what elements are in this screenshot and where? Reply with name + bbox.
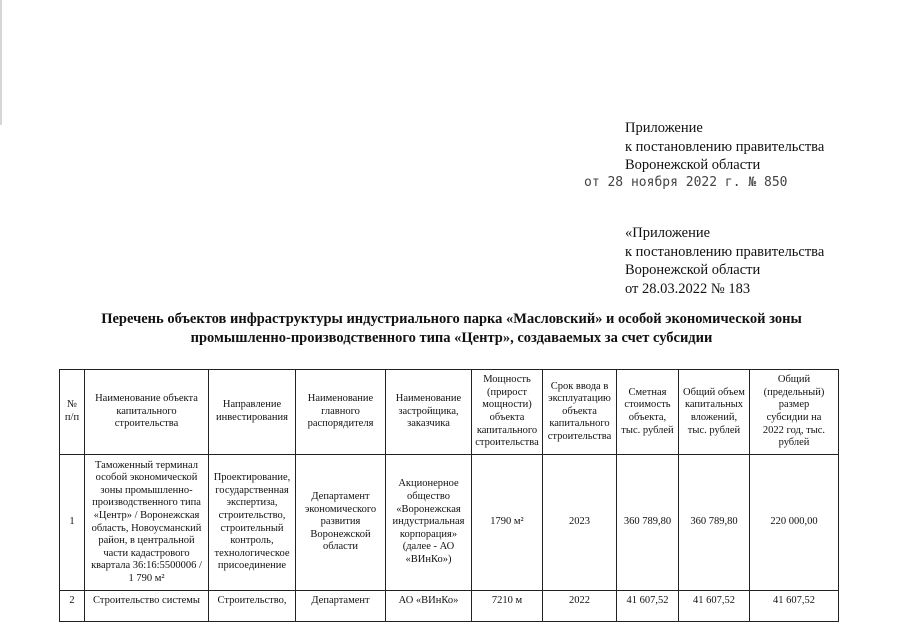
approval-block-current — [625, 119, 824, 175]
cell-direction: Строительство, — [209, 591, 296, 622]
cell-manager: Департамент — [296, 591, 386, 622]
cell-estimated-cost: 41 607,52 — [617, 591, 679, 622]
approval-block-previous — [625, 224, 824, 298]
cell-estimated-cost: 360 789,80 — [617, 455, 679, 591]
header-estimated-cost: Сметная стоимость объекта, тыс. рублей — [617, 370, 679, 455]
header-total-investment: Общий объем капитальных вложений, тыс. рублей — [679, 370, 750, 455]
cell-num: 1 — [60, 455, 85, 591]
header-term: Срок ввода в эксплуатацию объекта капитального строительства — [543, 370, 617, 455]
header-object-name: Наименование объекта капитального строительства — [85, 370, 209, 455]
approval-line: «Приложение — [625, 225, 711, 241]
approval-line: от 28.03.2022 № 183 — [625, 280, 751, 297]
cell-subsidy: 41 607,52 — [750, 591, 839, 622]
cell-developer: АО «ВИнКо» — [386, 591, 472, 622]
date-stamp: от 28 ноября 2022 г. № 850 — [584, 175, 788, 190]
cell-total-investment: 360 789,80 — [679, 455, 750, 591]
cell-capacity: 7210 м — [472, 591, 543, 622]
objects-table — [59, 369, 839, 622]
cell-term: 2023 — [543, 455, 617, 591]
header-subsidy: Общий (предельный) размер субсидии на 2022 год, тыс. рублей — [750, 370, 839, 455]
approval-line: Воронежской области — [625, 157, 761, 173]
title-line: промышленно-производственного типа «Центр», создаваемых за счет субсидии — [190, 330, 713, 346]
approval-line: к постановлению правительства — [625, 243, 825, 260]
table-header-row — [60, 370, 839, 455]
cell-subsidy: 220 000,00 — [750, 455, 839, 591]
header-developer: Наименование застройщика, заказчика — [386, 370, 472, 455]
document-title — [0, 310, 903, 348]
header-capacity: Мощность (прирост мощности) объекта капитального строительства — [472, 370, 543, 455]
approval-line: к постановлению правительства — [625, 138, 825, 155]
title-line: Перечень объектов инфраструктуры индустриального парка «Масловский» и особой экономической зоны — [101, 311, 802, 327]
cell-manager: Департамент экономического развития Воронежской области — [296, 455, 386, 591]
cell-total-investment: 41 607,52 — [679, 591, 750, 622]
table-row — [60, 591, 839, 622]
cell-num: 2 — [60, 591, 85, 622]
cell-developer: Акционерное общество «Воронежская индустриальная корпорация» (далее - АО «ВИнКо») — [386, 455, 472, 591]
approval-line: Приложение — [625, 120, 703, 136]
cell-object-name: Строительство системы — [85, 591, 209, 622]
cell-direction: Проектирование, государственная экспертиза, строительство, строительный контроль, технологическое присоединение — [209, 455, 296, 591]
header-num: № п/п — [60, 370, 85, 455]
header-manager: Наименование главного распорядителя — [296, 370, 386, 455]
approval-line: Воронежской области — [625, 262, 761, 278]
scan-margin-mark — [0, 0, 2, 125]
cell-term: 2022 — [543, 591, 617, 622]
cell-object-name: Таможенный терминал особой экономической зоны промышленно- производственного типа «Центр» / Воронежская область, Новоусманский район, в центральной части кадастрового квартала 36:16:5500006 / 1 790 м² — [85, 455, 209, 591]
cell-capacity: 1790 м² — [472, 455, 543, 591]
table-row — [60, 455, 839, 591]
header-direction: Направление инвестирования — [209, 370, 296, 455]
